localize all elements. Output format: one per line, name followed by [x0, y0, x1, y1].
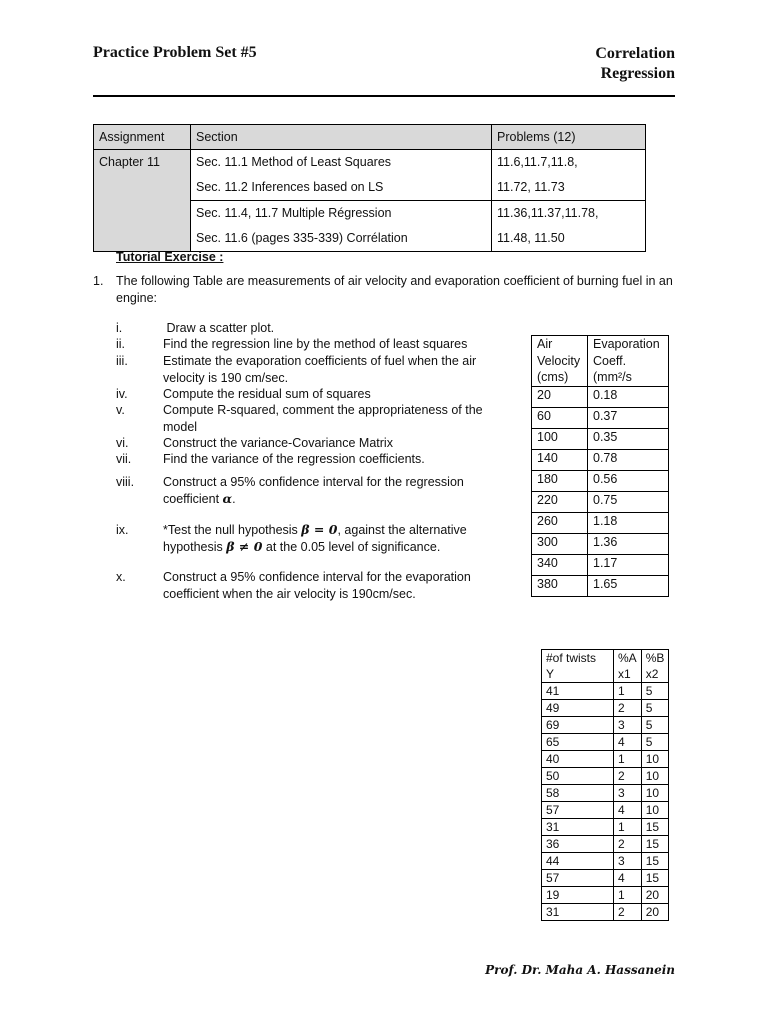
task-number: vii. — [116, 452, 132, 466]
evap-row — [532, 533, 669, 554]
problems-cell — [492, 150, 646, 201]
section-cell — [191, 150, 492, 201]
header-line: Air — [537, 337, 553, 351]
section-line: Sec. 11.4, 11.7 Multiple Régression — [196, 206, 392, 220]
twist-cell: 57 — [542, 802, 614, 819]
section-line: Sec. 11.6 (pages 335-339) Corrélation — [196, 231, 408, 245]
evap-cell: 300 — [532, 533, 588, 554]
twist-cell: 15 — [641, 853, 669, 870]
twist-cell: 3 — [614, 853, 642, 870]
twist-cell: 15 — [641, 836, 669, 853]
twist-row — [542, 870, 669, 887]
author-signature: Prof. Dr. Maha A. Hassanein — [485, 963, 675, 977]
header-line: Coeff. — [593, 353, 627, 368]
twist-cell: 15 — [641, 819, 669, 836]
twist-cell: 15 — [641, 870, 669, 887]
twist-row — [542, 785, 669, 802]
task-text: Find the variance of the regression coefficients. — [163, 452, 425, 466]
evap-cell: 0.37 — [588, 407, 669, 428]
twist-row — [542, 802, 669, 819]
assignment-row — [94, 150, 646, 201]
twist-cell: 1 — [614, 887, 642, 904]
task-text-part: , against the alternative hypothesis — [163, 523, 467, 554]
evap-cell: 1.18 — [588, 512, 669, 533]
task-text-part: . — [232, 491, 236, 506]
evap-row — [532, 491, 669, 512]
evap-row — [532, 407, 669, 428]
problems-line: 11.6,11.7,11.8, — [497, 155, 578, 169]
twist-header-row — [542, 650, 669, 683]
twist-row — [542, 717, 669, 734]
twist-cell: 50 — [542, 768, 614, 785]
evap-row — [532, 575, 669, 596]
chapter-cell — [94, 150, 191, 252]
section-cell — [191, 201, 492, 252]
header-line: x2 — [645, 667, 659, 681]
task-number: v. — [116, 403, 125, 417]
evap-cell: 0.78 — [588, 449, 669, 470]
twist-cell: 2 — [614, 904, 642, 921]
evap-cell: 220 — [532, 491, 588, 512]
section-line: Sec. 11.1 Method of Least Squares — [196, 155, 392, 169]
twists-table — [541, 649, 669, 921]
evap-cell: 140 — [532, 449, 588, 470]
task-number: i. — [116, 321, 123, 335]
evap-cell: 0.35 — [588, 428, 669, 449]
task-text: Draw a scatter plot. — [163, 321, 275, 335]
evap-row — [532, 428, 669, 449]
header-line: x1 — [618, 667, 631, 681]
question-number: 1. — [93, 274, 104, 288]
twist-row — [542, 683, 669, 700]
twist-cell: 44 — [542, 853, 614, 870]
header-line: Velocity — [537, 353, 581, 368]
task-text — [163, 474, 493, 507]
twist-cell: 5 — [641, 683, 669, 700]
task-text — [163, 522, 505, 555]
problems-line: 11.36,11.37,11.78, — [497, 206, 599, 220]
evaporation-header — [588, 336, 669, 387]
task-text: Construct the variance-Covariance Matrix — [163, 436, 393, 450]
twist-cell: 20 — [641, 904, 669, 921]
null-hypothesis-formula: β = 0 — [301, 522, 338, 537]
task-text: Estimate the evaporation coefficients of fuel when the air velocity is 190 cm/sec. — [163, 354, 477, 385]
col-header-problems: Problems (12) — [492, 125, 646, 150]
assignment-header-row — [94, 125, 646, 150]
twist-body — [542, 683, 669, 921]
twist-cell: 3 — [614, 717, 642, 734]
evap-header-row — [532, 336, 669, 387]
evap-cell: 0.56 — [588, 470, 669, 491]
twist-cell: 65 — [542, 734, 614, 751]
twist-cell: 5 — [641, 734, 669, 751]
evap-body — [532, 386, 669, 596]
twist-row — [542, 904, 669, 921]
evap-cell: 340 — [532, 554, 588, 575]
assignment-table — [93, 124, 646, 252]
evap-row — [532, 470, 669, 491]
twist-row — [542, 700, 669, 717]
twist-cell: 1 — [614, 683, 642, 700]
page-header-title: Practice Problem Set #5 — [93, 44, 257, 61]
evap-row — [532, 554, 669, 575]
twist-cell: 4 — [614, 802, 642, 819]
evap-cell: 180 — [532, 470, 588, 491]
twist-cell: 10 — [641, 785, 669, 802]
twist-cell: 31 — [542, 819, 614, 836]
twist-cell: 2 — [614, 768, 642, 785]
tutorial-title: Tutorial Exercise : — [116, 250, 224, 264]
air-velocity-header — [532, 336, 588, 387]
twist-row — [542, 751, 669, 768]
twist-cell: 49 — [542, 700, 614, 717]
evap-cell: 260 — [532, 512, 588, 533]
problems-line: 11.72, 11.73 — [497, 180, 565, 194]
twist-cell: 41 — [542, 683, 614, 700]
evap-cell: 0.18 — [588, 386, 669, 407]
twist-row — [542, 819, 669, 836]
task-text-part: Construct a 95% confidence interval for the regression coefficient — [163, 475, 464, 506]
task-number: viii. — [116, 475, 135, 489]
task-number: x. — [116, 570, 126, 584]
percent-b-header — [641, 650, 669, 683]
evap-row — [532, 449, 669, 470]
chapter-label: Chapter 11 — [99, 155, 160, 169]
task-text-part: at the 0.05 level of significance. — [262, 539, 441, 554]
task-text: Compute R-squared, comment the appropriateness of the model — [163, 403, 483, 434]
twist-cell: 10 — [641, 802, 669, 819]
task-text: Find the regression line by the method of least squares — [163, 337, 468, 351]
twist-cell: 40 — [542, 751, 614, 768]
page-header-topic — [595, 44, 675, 84]
task-number: vi. — [116, 436, 129, 450]
section-line: Sec. 11.2 Inferences based on LS — [196, 180, 384, 194]
evap-cell: 1.17 — [588, 554, 669, 575]
twist-cell: 20 — [641, 887, 669, 904]
twist-cell: 2 — [614, 836, 642, 853]
evaporation-table — [531, 335, 669, 597]
task-number: ii. — [116, 337, 126, 351]
task-number: iv. — [116, 387, 128, 401]
twist-cell: 69 — [542, 717, 614, 734]
header-line: %B — [645, 651, 665, 665]
twist-cell: 2 — [614, 700, 642, 717]
evap-cell: 380 — [532, 575, 588, 596]
question-text: The following Table are measurements of air velocity and evaporation coefficient of burning fuel in an engine: — [116, 274, 673, 305]
col-header-assignment: Assignment — [94, 125, 191, 150]
header-line: Y — [546, 667, 555, 681]
header-line: #of twists — [546, 651, 597, 665]
twist-row — [542, 887, 669, 904]
header-line: (cms) — [537, 370, 569, 384]
twist-cell: 5 — [641, 700, 669, 717]
header-line: (mm²/s — [593, 370, 632, 384]
twist-cell: 10 — [641, 768, 669, 785]
evap-cell: 1.36 — [588, 533, 669, 554]
percent-a-header — [614, 650, 642, 683]
task-text-part: *Test the null hypothesis — [163, 523, 302, 537]
evap-cell: 100 — [532, 428, 588, 449]
task-text: Construct a 95% confidence interval for the evaporation coefficient when the air velocity is 190cm/sec. — [163, 570, 471, 601]
twist-cell: 5 — [641, 717, 669, 734]
twist-cell: 57 — [542, 870, 614, 887]
evap-row — [532, 512, 669, 533]
evap-cell: 0.75 — [588, 491, 669, 512]
twist-cell: 31 — [542, 904, 614, 921]
twist-cell: 1 — [614, 819, 642, 836]
evap-cell: 60 — [532, 407, 588, 428]
header-line: %A — [618, 651, 637, 665]
twist-row — [542, 768, 669, 785]
task-number: iii. — [116, 354, 128, 368]
twist-cell: 10 — [641, 751, 669, 768]
task-text: Compute the residual sum of squares — [163, 387, 371, 401]
twist-cell: 4 — [614, 734, 642, 751]
problems-line: 11.48, 11.50 — [497, 231, 565, 245]
alternative-hypothesis-formula: β ≠ 0 — [226, 538, 263, 554]
twist-cell: 36 — [542, 836, 614, 853]
header-divider — [93, 95, 675, 97]
evap-cell: 1.65 — [588, 575, 669, 596]
twist-row — [542, 734, 669, 751]
twist-cell: 3 — [614, 785, 642, 802]
problems-cell — [492, 201, 646, 252]
twist-row — [542, 853, 669, 870]
twists-header — [542, 650, 614, 683]
evap-row — [532, 386, 669, 407]
task-number: ix. — [116, 523, 129, 537]
header-topic-line1: Correlation — [595, 45, 675, 62]
twist-cell: 58 — [542, 785, 614, 802]
header-line: Evaporation — [593, 337, 660, 351]
twist-row — [542, 836, 669, 853]
alpha-symbol: α — [222, 490, 233, 506]
twist-cell: 1 — [614, 751, 642, 768]
twist-cell: 19 — [542, 887, 614, 904]
twist-cell: 4 — [614, 870, 642, 887]
col-header-section: Section — [191, 125, 492, 150]
evap-cell: 20 — [532, 386, 588, 407]
header-topic-line2: Regression — [600, 65, 675, 82]
